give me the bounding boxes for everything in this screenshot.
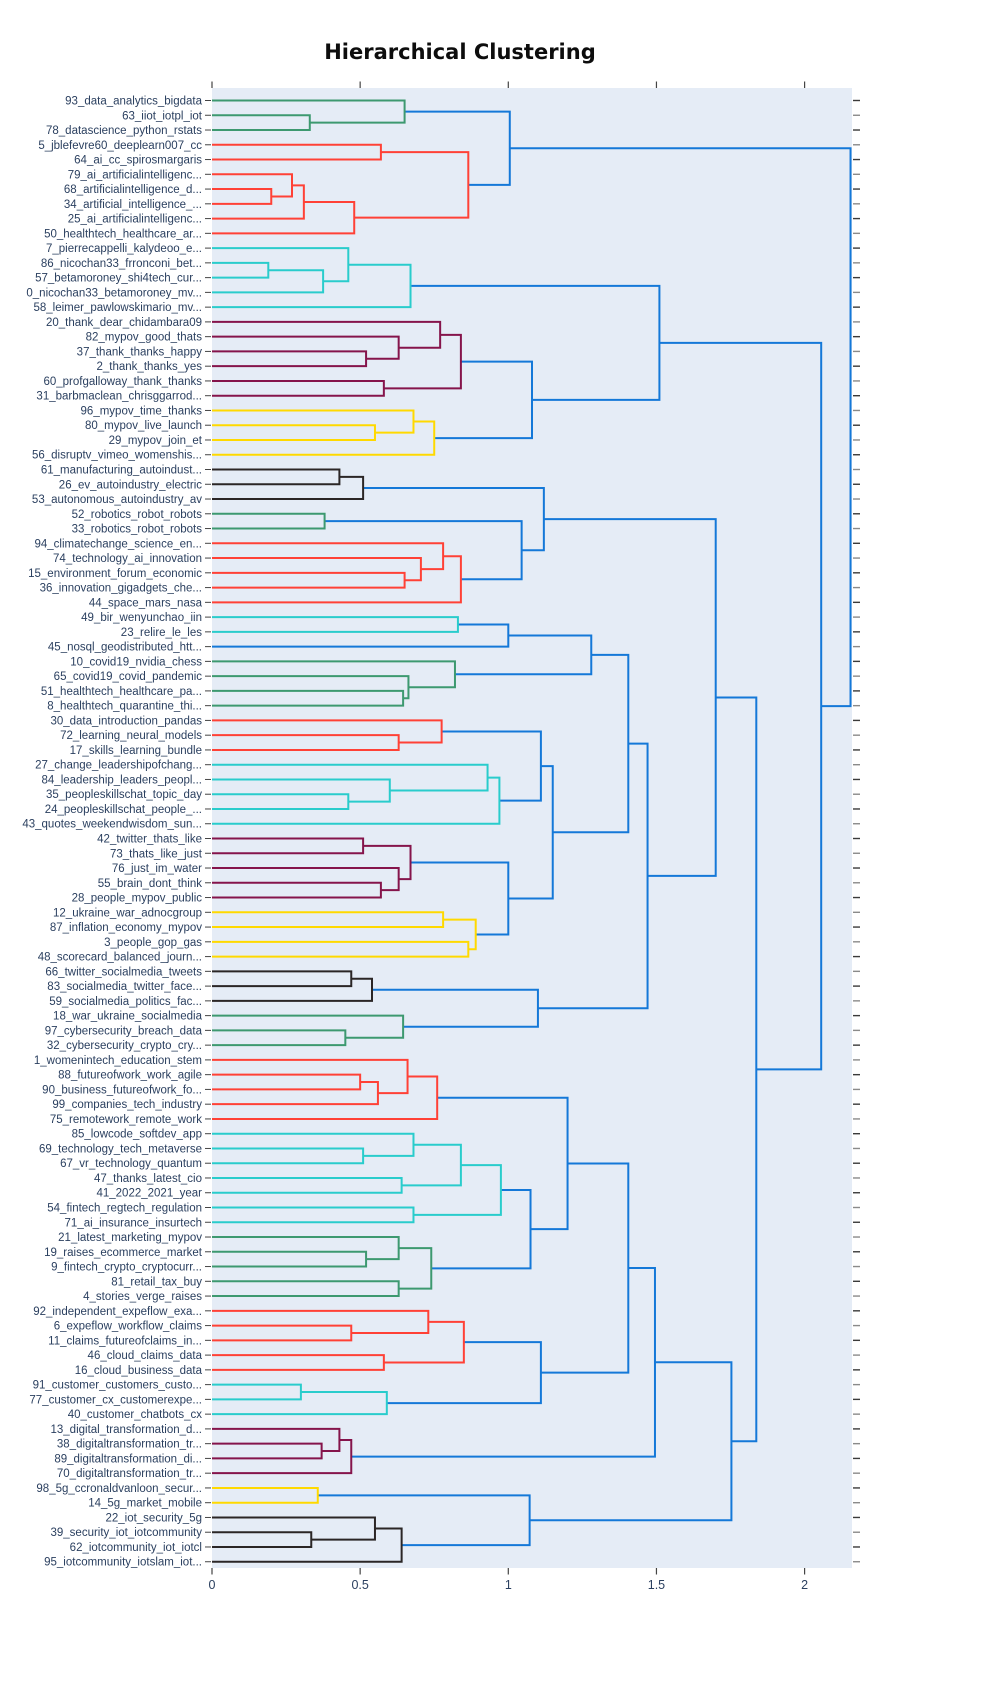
leaf-label: 67_vr_technology_quantum bbox=[60, 1158, 202, 1171]
leaf-label: 81_retail_tax_buy bbox=[111, 1276, 202, 1289]
leaf-label: 9_fintech_crypto_cryptocurr... bbox=[51, 1261, 202, 1274]
leaf-label: 49_bir_wenyunchao_iin bbox=[81, 612, 202, 625]
leaf-label: 92_independent_expeflow_exa... bbox=[33, 1305, 202, 1318]
leaf-label: 82_mypov_good_thats bbox=[85, 331, 202, 344]
leaf-label: 84_leadership_leaders_peopl... bbox=[41, 774, 202, 787]
leaf-label: 59_socialmedia_politics_fac... bbox=[49, 995, 202, 1008]
leaf-label: 62_iotcommunity_iot_iotcl bbox=[69, 1541, 202, 1554]
leaf-label: 18_war_ukraine_socialmedia bbox=[53, 1010, 202, 1023]
leaf-label: 53_autonomous_autoindustry_av bbox=[31, 494, 202, 507]
leaf-label: 86_nicochan33_frronconi_bet... bbox=[40, 257, 202, 270]
leaf-label: 32_cybersecurity_crypto_cry... bbox=[46, 1040, 202, 1053]
x-tick-label: 1.5 bbox=[647, 1578, 666, 1592]
leaf-label: 71_ai_insurance_insurtech bbox=[64, 1217, 202, 1230]
leaf-label: 57_betamoroney_shi4tech_cur... bbox=[35, 272, 202, 285]
leaf-label: 10_covid19_nvidia_chess bbox=[70, 656, 202, 669]
leaf-label: 58_leimer_pawlowskimario_mv... bbox=[33, 302, 202, 315]
leaf-label: 60_profgalloway_thank_thanks bbox=[43, 375, 202, 388]
leaf-label: 52_robotics_robot_robots bbox=[71, 508, 202, 521]
leaf-label: 96_mypov_time_thanks bbox=[80, 405, 202, 418]
leaf-label: 40_customer_chatbots_cx bbox=[67, 1409, 202, 1422]
leaf-label: 87_inflation_economy_mypov bbox=[49, 922, 202, 935]
leaf-label: 51_healthtech_healthcare_pa... bbox=[40, 685, 202, 698]
leaf-label: 65_covid19_covid_pandemic bbox=[53, 671, 202, 684]
leaf-label: 93_data_analytics_bigdata bbox=[65, 95, 202, 108]
leaf-label: 27_change_leadershipofchang... bbox=[35, 759, 202, 772]
leaf-label: 43_quotes_weekendwisdom_sun... bbox=[22, 818, 202, 831]
leaf-label: 44_space_mars_nasa bbox=[88, 597, 202, 610]
leaf-label: 85_lowcode_softdev_app bbox=[71, 1128, 202, 1141]
leaf-label: 11_claims_futureofclaims_in... bbox=[48, 1335, 202, 1348]
leaf-label: 90_business_futureofwork_fo... bbox=[42, 1084, 202, 1097]
leaf-label: 24_peopleskillschat_people_... bbox=[44, 803, 202, 816]
leaf-label: 4_stories_verge_raises bbox=[83, 1291, 202, 1304]
leaf-label: 22_iot_security_5g bbox=[105, 1512, 202, 1525]
leaf-label: 74_technology_ai_innovation bbox=[53, 553, 202, 566]
leaf-label: 17_skills_learning_bundle bbox=[69, 744, 202, 757]
leaf-label: 16_cloud_business_data bbox=[74, 1364, 202, 1377]
leaf-label: 97_cybersecurity_breach_data bbox=[44, 1025, 202, 1038]
x-tick-label: 0.5 bbox=[351, 1578, 369, 1592]
leaf-label: 50_healthtech_healthcare_ar... bbox=[44, 228, 202, 241]
leaf-label: 45_nosql_geodistributed_htt... bbox=[47, 641, 202, 654]
leaf-label: 5_jblefevre60_deeplearn007_cc bbox=[38, 139, 202, 152]
leaf-label: 75_remotework_remote_work bbox=[49, 1113, 202, 1126]
leaf-label: 25_ai_artificialintelligenc... bbox=[67, 213, 202, 226]
leaf-label: 8_healthtech_quarantine_thi... bbox=[47, 700, 202, 713]
leaf-label: 77_customer_cx_customerexpe... bbox=[29, 1394, 202, 1407]
leaf-label: 55_brain_dont_think bbox=[97, 877, 202, 890]
leaf-label: 6_expeflow_workflow_claims bbox=[53, 1320, 202, 1333]
leaf-label: 36_innovation_gigadgets_che... bbox=[39, 582, 202, 595]
leaf-label: 73_thats_like_just bbox=[109, 848, 202, 861]
leaf-label: 76_just_im_water bbox=[111, 863, 202, 876]
leaf-label: 0_nicochan33_betamoroney_mv... bbox=[26, 287, 202, 300]
leaf-label: 12_ukraine_war_adnocgroup bbox=[53, 907, 202, 920]
leaf-label: 26_ev_autoindustry_electric bbox=[58, 479, 202, 492]
leaf-label: 80_mypov_live_launch bbox=[85, 420, 202, 433]
leaf-label: 68_artificialintelligence_d... bbox=[63, 184, 202, 197]
leaf-label: 23_relire_le_les bbox=[120, 626, 202, 639]
chart-title: Hierarchical Clustering bbox=[324, 40, 596, 64]
leaf-label: 39_security_iot_iotcommunity bbox=[50, 1527, 202, 1540]
leaf-label: 31_barbmaclean_chrisggarrod... bbox=[36, 390, 202, 403]
x-tick-label: 2 bbox=[801, 1578, 809, 1592]
leaf-label: 2_thank_thanks_yes bbox=[96, 361, 202, 374]
leaf-label: 95_iotcommunity_iotslam_iot... bbox=[44, 1556, 202, 1569]
leaf-label: 64_ai_cc_spirosmargaris bbox=[74, 154, 202, 167]
leaf-label: 94_climatechange_science_en... bbox=[34, 538, 202, 551]
leaf-label: 35_peopleskillschat_topic_day bbox=[46, 789, 202, 802]
leaf-label: 54_fintech_regtech_regulation bbox=[47, 1202, 202, 1215]
leaf-label: 99_companies_tech_industry bbox=[52, 1099, 202, 1112]
leaf-label: 46_cloud_claims_data bbox=[87, 1350, 202, 1363]
leaf-label: 83_socialmedia_twitter_face... bbox=[47, 981, 202, 994]
leaf-label: 21_latest_marketing_mypov bbox=[58, 1232, 202, 1245]
leaf-label: 28_people_mypov_public bbox=[71, 892, 202, 905]
leaf-label: 37_thank_thanks_happy bbox=[76, 346, 202, 359]
leaf-label: 41_2022_2021_year bbox=[96, 1187, 202, 1200]
x-tick-label: 1 bbox=[504, 1578, 512, 1592]
leaf-label: 66_twitter_socialmedia_tweets bbox=[45, 966, 202, 979]
leaf-label: 3_people_gop_gas bbox=[104, 936, 202, 949]
leaf-label: 1_womenintech_education_stem bbox=[33, 1054, 202, 1067]
leaf-label: 20_thank_dear_chidambara09 bbox=[45, 316, 202, 329]
leaf-label: 61_manufacturing_autoindust... bbox=[40, 464, 202, 477]
leaf-label: 91_customer_customers_custo... bbox=[32, 1379, 202, 1392]
leaf-label: 79_ai_artificialintelligenc... bbox=[67, 169, 202, 182]
leaf-label: 88_futureofwork_work_agile bbox=[58, 1069, 202, 1082]
leaf-label: 63_iiot_iotpl_iot bbox=[122, 110, 202, 123]
leaf-label: 48_scorecard_balanced_journ... bbox=[37, 951, 202, 964]
leaf-label: 78_datascience_python_rstats bbox=[46, 125, 202, 138]
leaf-label: 42_twitter_thats_like bbox=[97, 833, 202, 846]
leaf-label: 7_pierrecappelli_kalydeoo_e... bbox=[46, 243, 202, 256]
leaf-label: 69_technology_tech_metaverse bbox=[38, 1143, 202, 1156]
leaf-label: 34_artificial_intelligence_... bbox=[63, 198, 202, 211]
leaf-label: 47_thanks_latest_cio bbox=[93, 1172, 202, 1185]
leaf-label: 56_disruptv_vimeo_womenshis... bbox=[31, 449, 202, 462]
leaf-label: 98_5g_ccronaldvanloon_secur... bbox=[36, 1482, 202, 1495]
leaf-label: 14_5g_market_mobile bbox=[88, 1497, 202, 1510]
leaf-label: 33_robotics_robot_robots bbox=[71, 523, 202, 536]
leaf-label: 30_data_introduction_pandas bbox=[50, 715, 202, 728]
leaf-label: 29_mypov_join_et bbox=[108, 434, 202, 447]
leaf-label: 72_learning_neural_models bbox=[60, 730, 202, 743]
x-tick-label: 0 bbox=[208, 1578, 216, 1592]
leaf-label: 38_digitaltransformation_tr... bbox=[56, 1438, 202, 1451]
leaf-label: 89_digitaltransformation_di... bbox=[54, 1453, 202, 1466]
leaf-label: 19_raises_ecommerce_market bbox=[44, 1246, 202, 1259]
leaf-label: 70_digitaltransformation_tr... bbox=[56, 1468, 202, 1481]
leaf-label: 13_digital_transformation_d... bbox=[50, 1423, 202, 1436]
leaf-label: 15_environment_forum_economic bbox=[28, 567, 202, 580]
